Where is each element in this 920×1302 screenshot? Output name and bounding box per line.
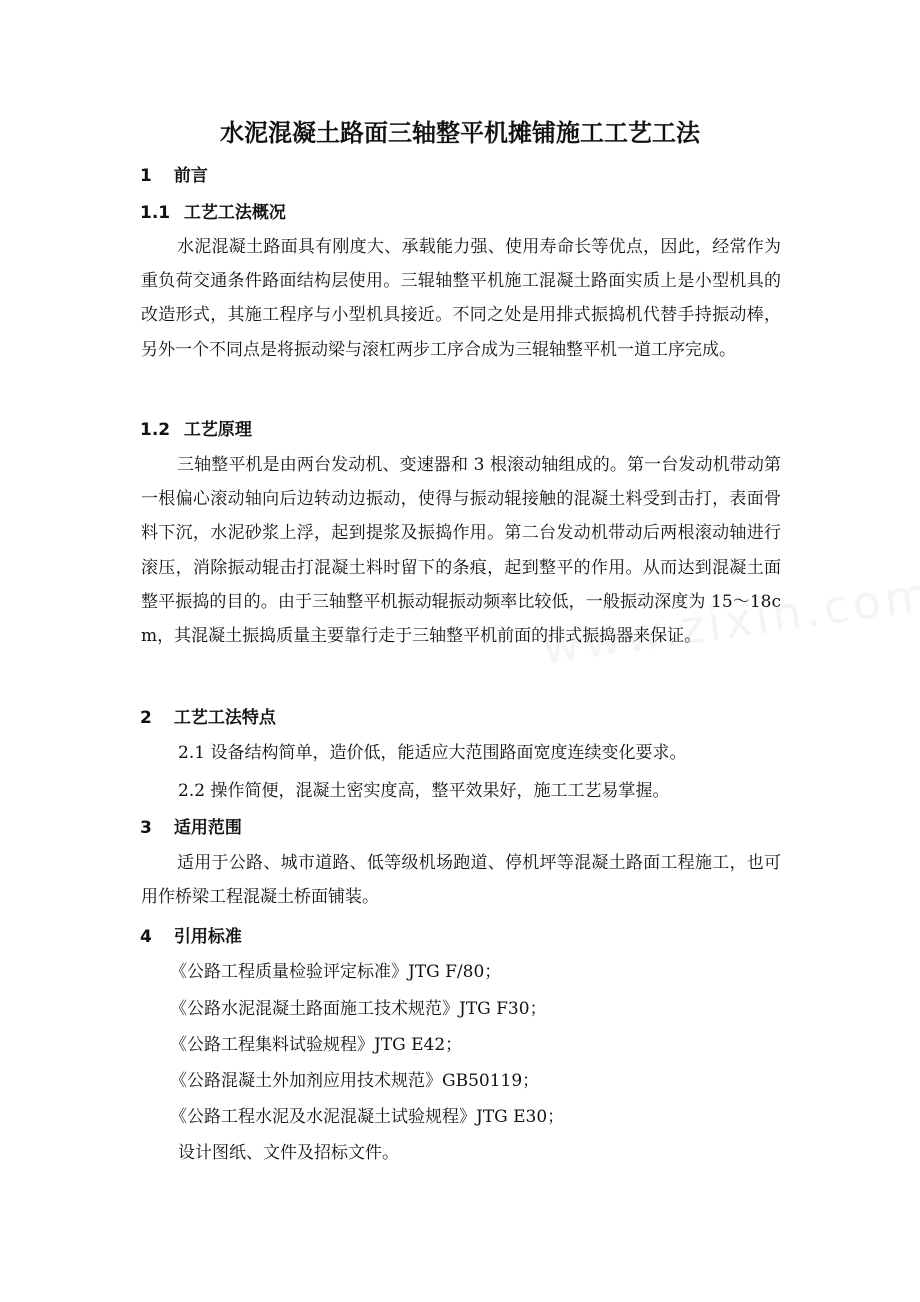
section-number: 1.1: [140, 203, 171, 223]
section-2-heading: [140, 706, 276, 730]
section-number: 3: [140, 818, 152, 838]
section-1-2-paragraph: 三轴整平机是由两台发动机、变速器和 3 根滚动轴组成的。第一台发动机带动第一根偏心滚动轴向后边转动边振动，使得与振动辊接触的混凝土料受到击打，表面骨料下沉，水泥砂浆上浮，起到提浆及振捣作用。第二台发动机带动后两根滚动轴进行滚压，消除振动辊击打混凝土料时留下的条痕，起到整平的作用。从而达到混凝土面整平振捣的目的。由于三轴整平机振动辊振动频率比较低，一般振动深度为 15～18cm，其混凝土振捣质量主要靠行走于三轴整平机前面的排式振捣器来保证。: [141, 455, 781, 647]
standard-item: 《公路工程集料试验规程》JTG E42；: [170, 1035, 463, 1055]
section-title: 适用范围: [173, 818, 242, 838]
section-1-2-heading: [140, 418, 252, 442]
section-title: 工艺原理: [183, 420, 252, 440]
standard-item: 设计图纸、文件及招标文件。: [178, 1143, 399, 1163]
section-3-paragraph: 适用于公路、城市道路、低等级机场跑道、停机坪等混凝土路面工程施工，也可用作桥梁工程混凝土桥面铺装。: [141, 853, 781, 908]
section-1-1-heading: [140, 201, 286, 225]
section-3-heading: [140, 816, 242, 840]
section-1-heading: [140, 164, 208, 188]
section-title: 工艺工法特点: [173, 708, 276, 728]
feature-item: 2.1 设备结构简单，造价低，能适应大范围路面宽度连续变化要求。: [178, 743, 687, 763]
section-number: 2: [140, 708, 152, 728]
section-1-1-paragraph: 水泥混凝土路面具有刚度大、承载能力强、使用寿命长等优点，因此，经常作为重负荷交通条件路面结构层使用。三辊轴整平机施工混凝土路面实质上是小型机具的改造形式，其施工程序与小型机具接近。不同之处是用排式振捣机代替手持振动棒，另外一个不同点是将振动梁与滚杠两步工序合成为三辊轴整平机一道工序完成。: [141, 237, 781, 360]
section-title: 引用标准: [173, 927, 242, 947]
section-4-heading: [140, 925, 242, 949]
document-title: 水泥混凝土路面三轴整平机摊铺施工工艺工法: [220, 119, 700, 147]
section-number: 4: [140, 927, 152, 947]
section-title: 前言: [173, 166, 208, 186]
section-title: 工艺工法概况: [183, 203, 286, 223]
standard-item: 《公路混凝土外加剂应用技术规范》GB50119；: [170, 1071, 540, 1091]
standard-item: 《公路水泥混凝土路面施工技术规范》JTG F30；: [170, 999, 547, 1019]
standard-item: 《公路工程水泥及水泥混凝土试验规程》JTG E30；: [170, 1107, 565, 1127]
standard-item: 《公路工程质量检验评定标准》JTG F/80；: [170, 962, 502, 982]
section-number: 1: [140, 166, 152, 186]
feature-item: 2.2 操作简便，混凝土密实度高，整平效果好，施工工艺易掌握。: [178, 781, 670, 801]
section-number: 1.2: [140, 420, 171, 440]
